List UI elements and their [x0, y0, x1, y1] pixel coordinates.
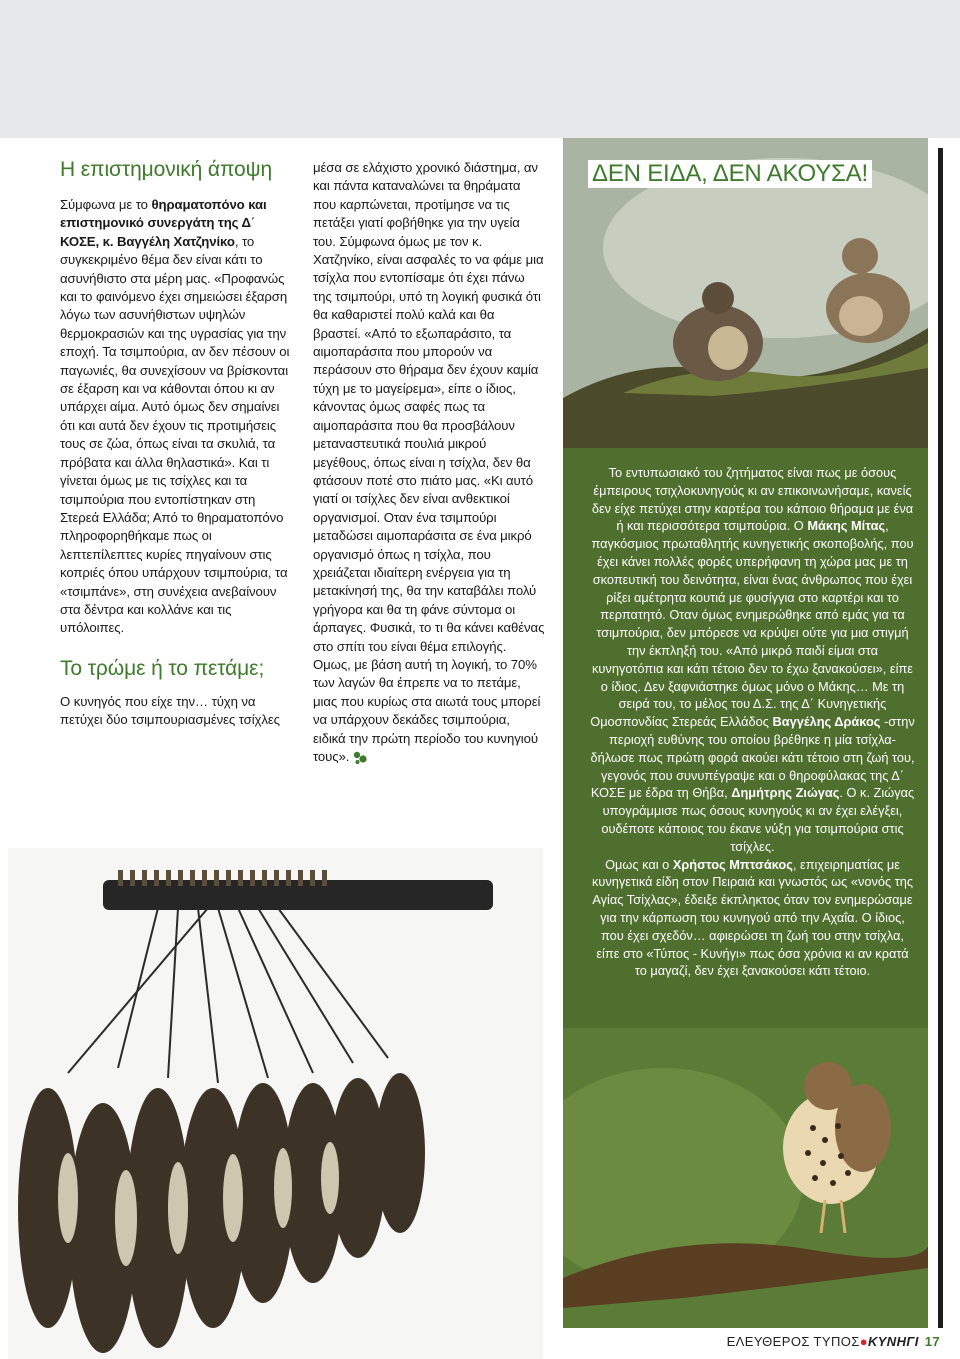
- article-column-2: [313, 159, 545, 766]
- publication-name: ΕΛΕΥΘΕΡΟΣ ΤΥΠΟΣ: [726, 1334, 860, 1349]
- text-run: , παγκόσμιος πρωταθλητής κυνηγετικής σκοποβολής, που έχει κάνει πολλές φορές υπερήφανη τη χώρα μας με τη σκοπευτική του δεινότητα, είναι ένας άνθρωπος που έχει ρίξει αμέτρητα κουτιά με φυσίγγια στο καρτέρι και το περπατητό. Οταν όμως ενημερώθηκε από εμάς για τα τσιμπούρια, δεν μπόρεσε να κρύψει ούτε για μια στιγμή την έκπληξή του. «Από μικρό παιδί είμαι στα κυνηγοτόπια και κάτι τέτοιο δεν το έχω ξανακούσει», είπε ο ίδιος. Δεν ξαφνιάστηκε όμως μόνο ο Μάκης… Με τη σειρά του, το μέλος του Δ.Σ. της Δ΄ Κυνηγετικής Ομοσπονδίας Στερεάς Ελλάδος: [590, 518, 914, 730]
- page-footer: [727, 1334, 940, 1349]
- text-run: , επιχειρηματίας με κυνηγετικά είδη στον Πειραιά και γνωστός ως «νονός της Αγίας Τσίχλας», έδειξε έκπληκτος όταν τον ενημερώσαμε για την κάρπωση του κυνηγού από την Αχαΐα. Ο ίδιος, που έχει σχεδόν… αφιερώσει τη ζωή του στην τσίχλα, είπε στο «Τύπος - Κυνήγι» πως όσα χρόνια κι αν κρατά το μαγαζί, δεν έχει ξανακούσει κάτι τέτοιο.: [591, 856, 914, 979]
- subheading-scientific-view: Η επιστημονική άποψη: [60, 158, 273, 181]
- text-run: Το εντυπωσιακό του ζητήματος είναι πως με όσους έμπειρους τσιχλοκυνηγούς κι αν επικοινωνήσαμε, κανείς δεν είχε πετύχει στην καρτέρα του κάποιο θήραμα με ένα ή και περισσότερα τσιμπούρια. Ο: [591, 465, 914, 534]
- bold-name: Μάκης Μίτας: [807, 518, 886, 534]
- page-number: 17: [924, 1334, 940, 1349]
- box-paragraph-2: [590, 856, 915, 981]
- bold-name: Χρήστος Μπτσάκος: [672, 856, 793, 872]
- bold-name: θηραματοπόνο και επιστημονικό συνεργάτη της Δ΄ ΚΟΣΕ, κ. Βαγγέλη Χατζηνίκο: [60, 197, 267, 249]
- box-text: [590, 464, 915, 980]
- right-edge-bar: [938, 148, 943, 1328]
- text-run: . Ο κ. Ζιώγας υπογράμμισε πως όσους κυνηγούς κι αν έχει ελέγξει, ουδέποτε κάποιος του έκανε νύξη για τσιμπούρια στις τσίχλες.: [601, 785, 915, 854]
- bold-name: Βαγγέλης Δράκος: [772, 714, 881, 730]
- box-paragraph-1: [590, 464, 915, 856]
- text-run: μέσα σε ελάχιστο χρονικό διάστημα, αν και πάντα καταναλώνει τα θηράματα που καρπώνεται, προτίμησε να τις πετάξει γιατί φοβήθηκε για την υγεία του. Σύμφωνα όμως με τον κ. Χατζηνίκο, είναι ασφαλές το να φάμε μια τσίχλα που εντοπίσαμε ότι έχει πάνω της τσιμπούρι, υπό τη λογική φυσικά ότι θα καθαριστεί πολύ καλά και θα βραστεί. «Από το εξωπαράσιτο, τα αιμοπαράσιτα που μπορούν να περάσουν στο θήραμα δεν έχουν καμία τύχη με το μαγείρεμα», είπε ο ίδιος, κάνοντας όμως σαφές πως τα αιμοπαράσιτα που θα προσβάλουν μεταναστευτικά πουλιά μικρού μεγέθους, όπως είναι η τσίχλα, δεν θα φτάσουν ποτέ στο πιάτο μας. «Κι αυτό γιατί οι τσίχλες δεν είναι ανθεκτικοί οργανισμοί. Οταν ένα τσιμπούρι μεταδώσει αιμοπαράσιτα σε ένα μικρό οργανισμό όπως η τσίχλα, που χρειάζεται ιδιαίτερη ενέργεια για τη μετακίνησή της, θα την καταβάλει πολύ γρήγορα και θα τη φάνε σύντομα οι άρπαγες. Φυσικά, το τι θα κάνει καθένας στο σπίτι του είναι θέμα επιλογής. Ομως, με βάση αυτή τη λογική, το 70% των λαγών θα έπρεπε να το πετάμε, μιας που κυρίως στα αιωτά τους μπορεί να υπάρχουν δεκάδες τσιμπούρια, ειδικά την πρώτη περίοδο του κυνηγιού τους».: [313, 160, 545, 764]
- bold-name: Δημήτρης Ζιώγας: [731, 785, 840, 801]
- paragraph-2: Ο κυνηγός που είχε την… τύχη να πετύχει δύο τσιμπουριασμένες τσίχλες: [60, 693, 280, 728]
- text-run: , το συγκεκριμένο θέμα δεν είναι κάτι το ασυνήθιστο στα μέρη μας. «Προφανώς και το φαινόμενο έχει σημειώσει έξαρση λόγω των ασυνήθιστων υψηλών θερμοκρασιών και της υγρασίας για την εποχή. Τα τσιμπούρια, αν δεν πέσουν οι παγωνιές, θα συνεχίσουν να βρίσκονται σε έξαρση και να κάθονται όπου κι αν υπάρχει αίμα. Αυτό όμως δεν σημαίνει ότι και αυτά δεν έχουν τις προτιμήσεις τους σε ζώα, όπως είναι τα σκυλιά, τα πρόβατα και άλλα θηλαστικά». Και τι γίνεται όμως με τις τσίχλες και τα τσιμπούρια που εντοπίστηκαν στη Στερεά Ελλάδα; Από το θηραματοπόνο πληροφορηθήκαμε πως οι λεπτεπίλεπτες κυρίες πηγαίνουν στις κοπριές όπου υπάρχουν τσιμπούρια, τα «τσιμπάνε», στη συνέχεια ανεβαίνουν στα δέντρα και κολλάνε και τις υπόλοιπες.: [60, 233, 290, 636]
- top-band: [0, 0, 960, 138]
- end-mark-icon: [353, 751, 369, 765]
- subheading-eat-or-throw: Το τρώμε ή το πετάμε;: [60, 656, 265, 680]
- paragraph-3: [313, 159, 545, 766]
- box-title: ΔΕΝ ΕΙΔΑ, ΔΕΝ ΑΚΟΥΣΑ!: [588, 160, 872, 188]
- article-column-1: [60, 157, 292, 730]
- brand-name: ΚΥΝΗΓΙ: [867, 1334, 919, 1349]
- text-run: Ομως και ο: [605, 856, 673, 872]
- red-dot-icon: ●: [859, 1334, 868, 1349]
- paragraph-1: [60, 196, 292, 638]
- photo-dead-birds: [8, 848, 543, 1359]
- photo-song-thrush: [563, 1028, 928, 1328]
- text-run: -στην περιοχή ευθύνης του οποίου βρέθηκε η μία τσίχλα- δήλωσε πως πρώτη φορά ακούει κάτι τέτοιο στη ζωή του, γεγονός που συνυπέγραψε και ο θηροφύλακας της Δ΄ ΚΟΣΕ με έδρα τη Θήβα,: [590, 714, 915, 801]
- text-run: Σύμφωνα με το: [60, 197, 152, 212]
